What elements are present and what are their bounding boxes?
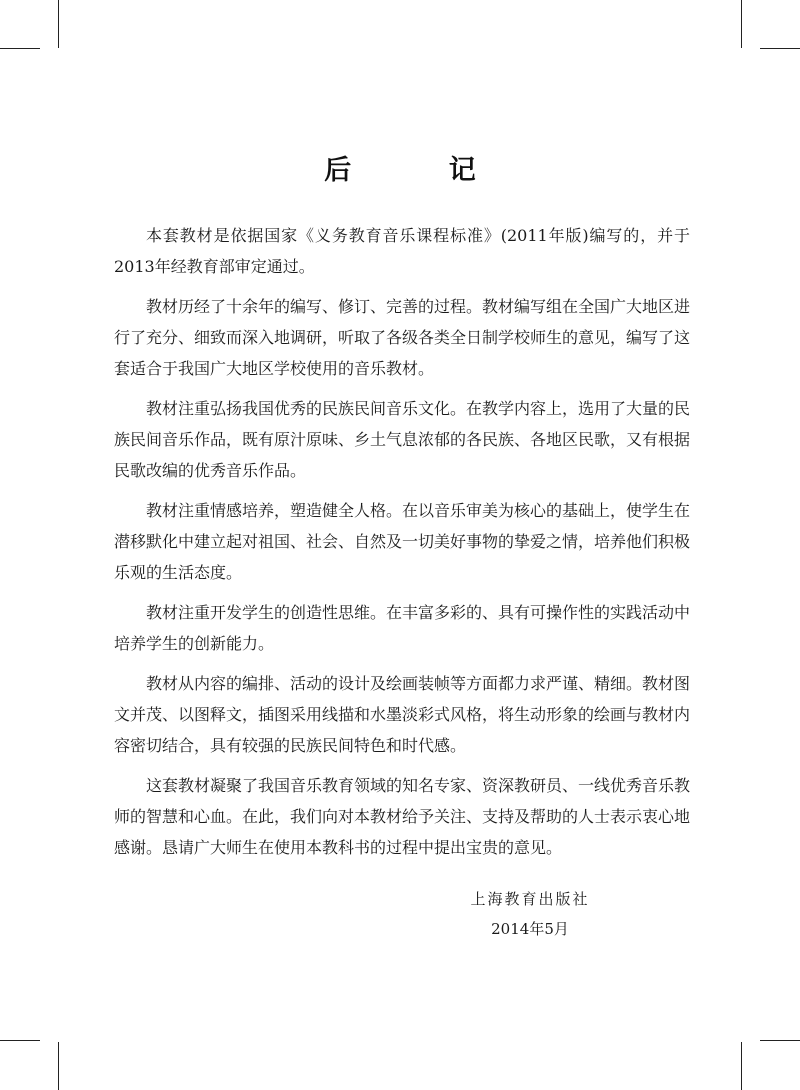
paragraph: 教材历经了十余年的编写、修订、完善的过程。教材编写组在全国广大地区进行了充分、细致而深入地调研，听取了各级各类全日制学校师生的意见，编写了这套适合于我国广大地区学校使用的音乐教材。 xyxy=(114,297,691,378)
crop-mark-bottom-right-h xyxy=(760,1040,800,1041)
paragraph: 教材注重情感培养，塑造健全人格。在以音乐审美为核心的基础上，使学生在潜移默化中建立起对祖国、社会、自然及一切美好事物的挚爱之情，培养他们积极乐观的生活态度。 xyxy=(114,501,691,582)
publisher-name: 上海教育出版社 xyxy=(470,890,590,908)
crop-mark-top-left xyxy=(58,0,59,48)
paragraph: 教材从内容的编排、活动的设计及绘画装帧等方面都力求严谨、精细。教材图文并茂、以图释文，插图采用线描和水墨淡彩式风格，将生动形象的绘画与教材内容密切结合，具有较强的民族民间特色和时代感。 xyxy=(114,674,691,755)
crop-mark-top-right-h xyxy=(760,48,800,49)
crop-mark-top-right xyxy=(741,0,742,48)
publication-date: 2014年5月 xyxy=(491,920,569,938)
paragraph: 这套教材凝聚了我国音乐教育领域的知名专家、资深教研员、一线优秀音乐教师的智慧和心血。在此，我们向对本教材给予关注、支持及帮助的人士表示衷心地感谢。恳请广大师生在使用本教科书的过程中提出宝贵的意见。 xyxy=(114,776,691,857)
paragraph: 本套教材是依据国家《义务教育音乐课程标准》(2011年版)编写的，并于2013年经教育部审定通过。 xyxy=(114,226,690,276)
crop-mark-top-left-h xyxy=(0,48,40,49)
crop-mark-bottom-left xyxy=(58,1042,59,1090)
afterword-body xyxy=(114,220,690,872)
page-title: 后 记 xyxy=(324,155,520,186)
paragraph: 教材注重弘扬我国优秀的民族民间音乐文化。在教学内容上，选用了大量的民族民间音乐作品，既有原汁原味、乡土气息浓郁的各民族、各地区民歌，又有根据民歌改编的优秀音乐作品。 xyxy=(114,399,691,480)
crop-mark-bottom-right xyxy=(741,1042,742,1090)
crop-mark-bottom-left-h xyxy=(0,1040,40,1041)
paragraph: 教材注重开发学生的创造性思维。在丰富多彩的、具有可操作性的实践活动中培养学生的创新能力。 xyxy=(114,603,691,653)
